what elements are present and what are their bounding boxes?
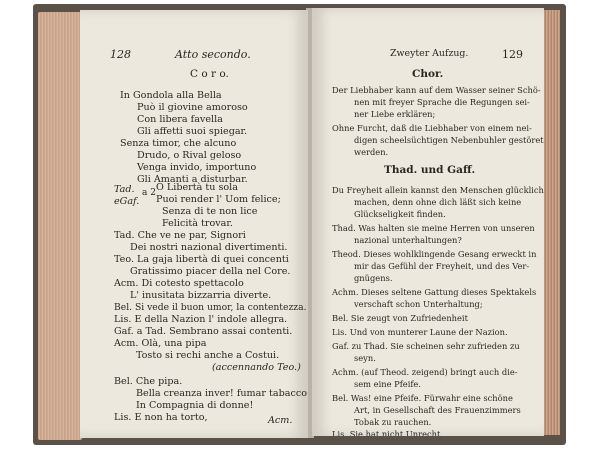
german-line: machen, denn ohne dich läßt sich keine [354,197,522,207]
right-page-edges [543,10,560,435]
dialogue-line: Bel. Si vede il buon umor, la contentezza. [114,302,307,313]
german-line: Lis. Und von munterer Laune der Nazion. [332,327,508,337]
german-line: Art, in Gesellschaft des Frauenzimmers [354,405,521,415]
german-line: Ohne Furcht, daß die Liebhaber von einem nei- [332,123,532,133]
dialogue-line: In Compagnia di donne! [136,400,254,411]
dialogue-line: Dei nostri nazional divertimenti. [130,242,288,253]
german-line: nen mit freyer Sprache die Regungen sei- [354,97,530,107]
german-line: Theod. Dieses wohlklingende Gesang erweckt in [332,249,537,259]
german-line: Du Freyheit allein kannst den Menschen glücklich [332,185,544,195]
right-running-head: Zweyter Aufzug. [390,48,469,59]
verse-line: Drudo, o Rival geloso [137,150,242,161]
left-running-head: Atto secondo. [175,48,251,61]
verse-line: In Gondola alla Bella [120,90,222,101]
german-line: Achm. (auf Theod. zeigend) bringt auch die- [332,367,518,377]
german-line: Thad. Was halten sie meine Herren von unseren [332,223,535,233]
thad-gaff-heading: Thad. und Gaff. [384,164,476,176]
left-page [80,10,308,438]
chor-heading: Chor. [412,68,444,80]
verse-line: Felicità trovar. [162,218,233,229]
dialogue-line: Lis. E non ha torto, [114,412,208,423]
dialogue-line: Bel. Che pipa. [114,376,183,387]
dialogue-line: Teo. La gaja libertà di quei concenti [114,254,289,265]
german-line: verschaft schon Unterhaltung; [354,299,483,309]
german-line: Bel. Was! eine Pfeife. Fürwahr eine schöne [332,393,513,403]
verse-line: Venga invido, importuno [137,162,257,173]
verse-line: O Libertà tu sola [156,182,238,193]
left-page-number: 128 [110,48,131,61]
right-page [312,8,544,436]
verse-line: Con libera favella [137,114,223,125]
german-line: werden. [354,147,389,157]
verse-line: Gli affetti suoi spiegar. [137,126,248,137]
german-line: nazional unterhaltungen? [354,235,462,245]
german-line: Gaf. zu Thad. Sie scheinen sehr zufrieden zu [332,341,520,351]
german-line: Bel. Sie zeugt von Zufriedenheit [332,313,468,323]
speaker-tad: Tad. [114,184,135,195]
german-line: mir das Gefühl der Freyheit, und des Ver- [354,261,530,271]
dialogue-line: Tad. Che ve ne par, Signori [114,230,246,241]
verse-line: Può il giovine amoroso [137,102,248,113]
dialogue-line: Acm. Olà, una pipa [114,338,207,349]
dialogue-line: Tosto si rechi anche a Costui. [136,350,280,361]
left-page-edges [38,12,82,440]
german-line: Tobak zu rauchen. [354,417,432,427]
verse-line: Puoi render l' Uom felice; [156,194,281,205]
dialogue-line: Acm. Di cotesto spettacolo [114,278,244,289]
verse-line: Senza di te non lice [162,206,258,217]
chorus-heading: C o r o. [190,68,229,80]
german-line: sem eine Pfeife. [354,379,421,389]
right-page-number: 129 [502,48,523,61]
german-line: digen scheelsüchtigen Nebenbuhler gestöret [354,135,544,145]
verse-line: Senza timor, che alcuno [120,138,237,149]
german-line: Achm. Dieses seltene Gattung dieses Spektakels [332,287,537,297]
dialogue-line: Bella creanza inver! fumar tabacco [136,388,307,399]
german-line: Glückseligkeit finden. [354,209,446,219]
dialogue-line: L' inusitata bizzarria diverte. [130,290,272,301]
dialogue-line: Gratissimo piacer della nel Core. [130,266,291,277]
german-line: Der Liebhaber kann auf dem Wasser seiner Schö- [332,85,541,95]
brace-mark: a 2 [142,188,156,198]
german-line: ner Liebe erklären; [354,109,436,119]
speaker-gaf: eGaf. [114,196,140,207]
verse-line: Gli Amanti a disturbar. [137,174,248,185]
german-line: Lis. Sie hat nicht Unrecht. [332,429,443,436]
dialogue-line: Gaf. a Tad. Sembrano assai contenti. [114,326,293,337]
german-line: seyn. [354,353,376,363]
catchword: Acm. [268,415,293,426]
stage-direction: (accennando Teo.) [212,362,301,373]
dialogue-line: Lis. E della Nazion l' indole allegra. [114,314,288,325]
german-line: gnügens. [354,273,393,283]
